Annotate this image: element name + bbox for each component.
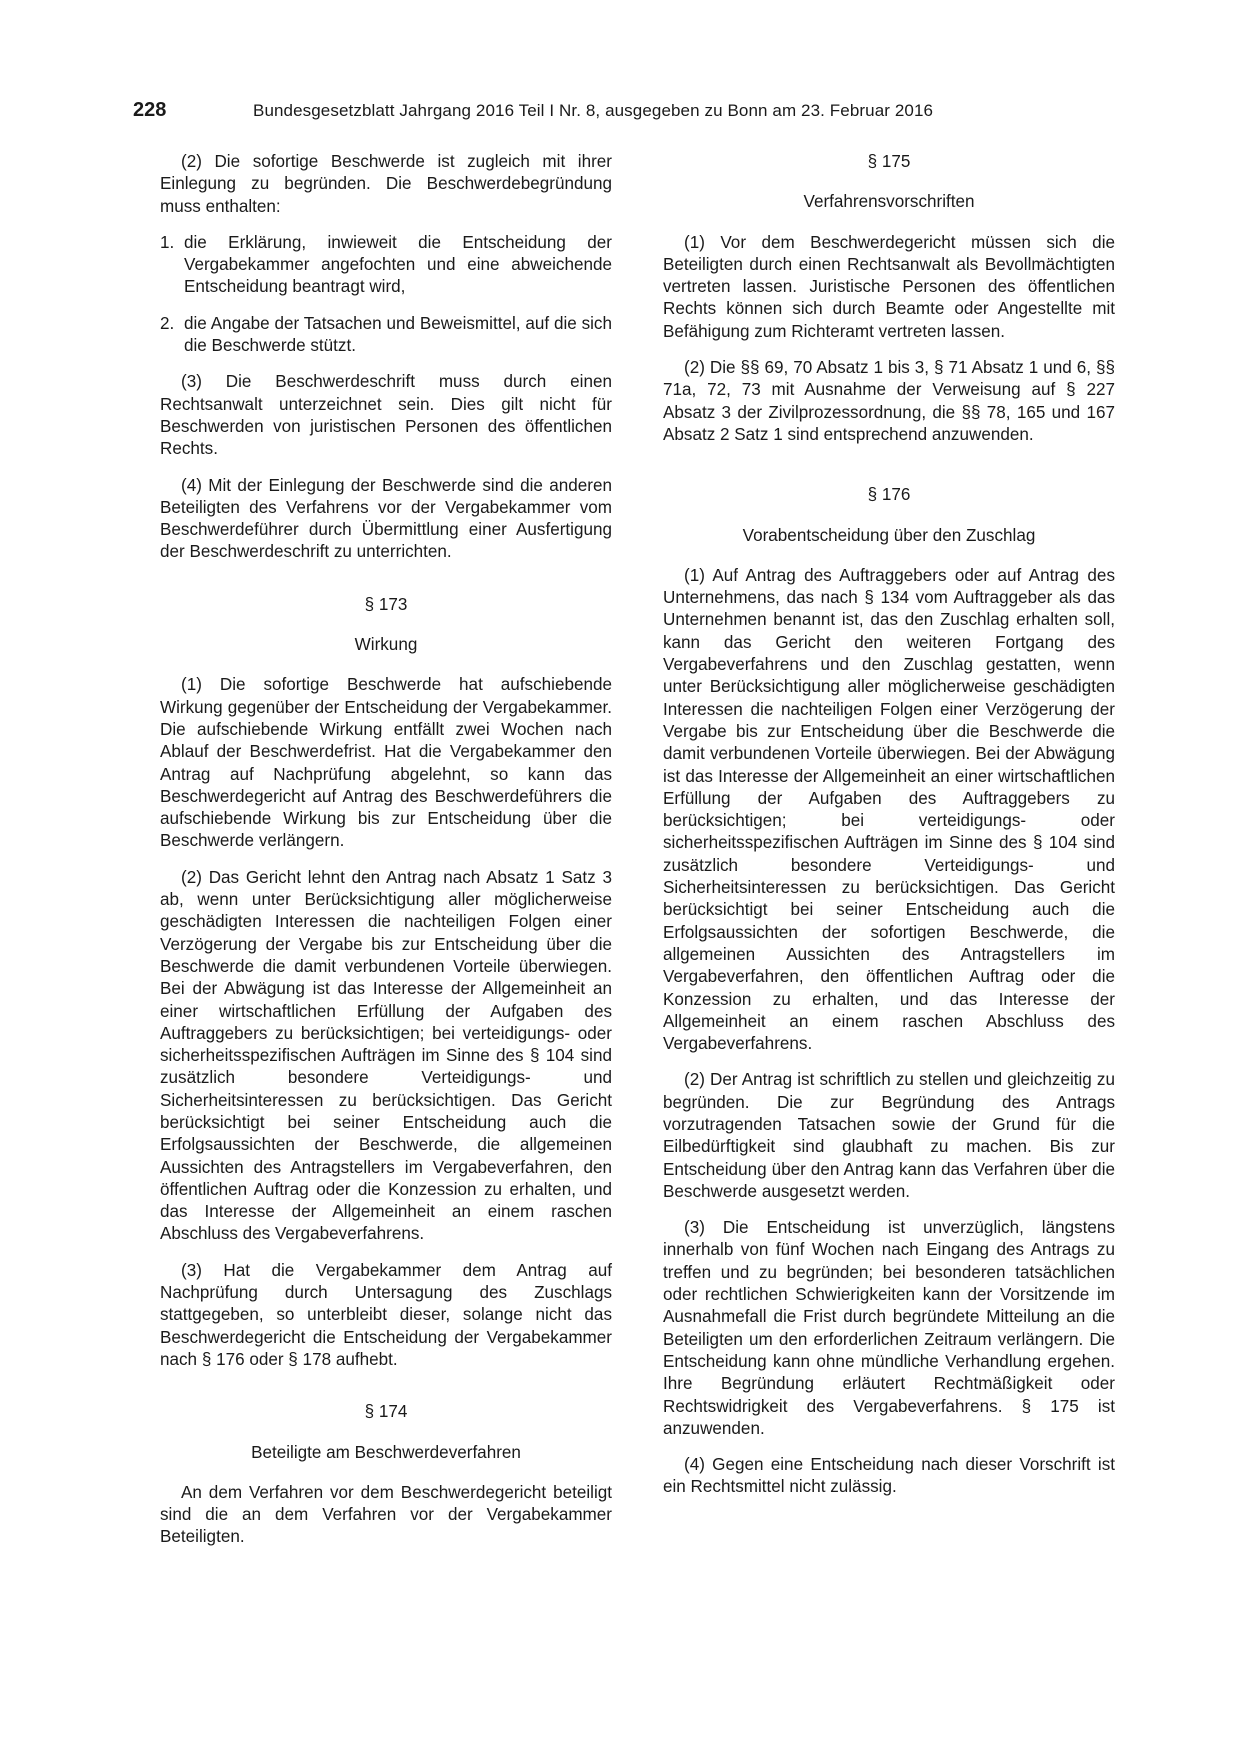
page-header bbox=[133, 99, 1113, 125]
paragraph: (2) Die sofortige Beschwerde ist zugleich mit ihrer Einlegung zu begründen. Die Beschwerdebegründung muss enthalten: bbox=[160, 152, 612, 216]
paragraph: (1) Vor dem Beschwerdegericht müssen sich die Beteiligten durch einen Rechtsanwalt als Bevollmächtigten vertreten lassen. Juristische Personen des öffentlichen Rechts können sich durch Beamte oder Angestellte mit Befähigung zum Richteramt vertreten lassen. bbox=[663, 232, 1115, 341]
paragraph: (2) Der Antrag ist schriftlich zu stellen und gleichzeitig zu begründen. Die zur Begründung des Antrags vorzutragenden Tatsachen sowie der Grund für die Eilbedürftigkeit sind glaubhaft zu machen. Bis zur Entscheidung über den Antrag kann das Verfahren über die Beschwerde ausgesetzt werden. bbox=[663, 1070, 1115, 1201]
section-number-175: § 175 bbox=[867, 152, 911, 171]
running-title: Bundesgesetzblatt Jahrgang 2016 Teil I Nr. 8, ausgegeben zu Bonn am 23. Februar 2016 bbox=[253, 101, 934, 120]
list-number: 1. bbox=[160, 232, 175, 252]
section-title-176: Vorabentscheidung über den Zuschlag bbox=[742, 525, 1036, 545]
paragraph: (1) Die sofortige Beschwerde hat aufschiebende Wirkung gegenüber der Entscheidung der Vergabekammer. Die aufschiebende Wirkung entfällt zwei Wochen nach Ablauf der Beschwerdefrist. Hat die Vergabekammer den Antrag auf Nachprüfung abgelehnt, so kann das Beschwerdegericht auf Antrag des Beschwerdeführers die aufschiebende Wirkung bis zur Entscheidung über die Beschwerde verlängern. bbox=[160, 675, 612, 851]
section-title-174: Beteiligte am Beschwerdeverfahren bbox=[251, 1442, 521, 1462]
paragraph: (2) Das Gericht lehnt den Antrag nach Absatz 1 Satz 3 ab, wenn unter Berücksichtigung aller möglicherweise geschädigten Interessen die nachteiligen Folgen einer Verzögerung der Vergabe bis zur Entscheidung über die Beschwerde die damit verbundenen Vorteile überwiegen. Bei der Abwägung ist das Interesse der Allgemeinheit an einer wirtschaftlichen Erfüllung der Aufgaben des Auftraggebers zu berücksichtigen; bei verteidigungs- oder sicherheitsspezifischen Aufträgen im Sinne des § 104 sind zusätzlich besondere Verteidigungs- und Sicherheitsinteressen zu berücksichtigen. Das Gericht berücksichtigt bei seiner Entscheidung auch die Erfolgsaussichten der Beschwerde, die allgemeinen Aussichten des Antragstellers im Vergabeverfahren, den öffentlichen Auftrag oder die Konzession zu erhalten, und das Interesse der Allgemeinheit an einem raschen Abschluss des Vergabeverfahrens. bbox=[160, 867, 612, 1244]
section-title-173: Wirkung bbox=[354, 635, 418, 655]
section-number-176: § 176 bbox=[867, 485, 911, 505]
section-number-174: § 174 bbox=[364, 1402, 408, 1422]
paragraph: (3) Die Entscheidung ist unverzüglich, längstens innerhalb von fünf Wochen nach Eingang des Antrags zu treffen und zu begründen; bei besonderen tatsächlichen oder rechtlichen Schwierigkeiten kann der Vorsitzende im Ausnahmefall die Frist durch begründete Mitteilung an die Beteiligten um den erforderlichen Zeitraum verlängern. Die Entscheidung kann ohne mündliche Verhandlung ergehen. Ihre Begründung erläutert Rechtmäßigkeit oder Rechtswidrigkeit des Vergabeverfahrens. § 175 ist anzuwenden. bbox=[663, 1218, 1115, 1438]
paragraph: (3) Die Beschwerdeschrift muss durch einen Rechtsanwalt unterzeichnet sein. Dies gilt nicht für Beschwerden von juristischen Personen des öffentlichen Rechts. bbox=[160, 372, 612, 459]
page-number: 228 bbox=[133, 99, 167, 121]
list-number: 2. bbox=[160, 313, 175, 333]
paragraph: (4) Gegen eine Entscheidung nach dieser Vorschrift ist ein Rechtsmittel nicht zulässig. bbox=[663, 1455, 1115, 1497]
right-column bbox=[663, 151, 1115, 1513]
paragraph: (4) Mit der Einlegung der Beschwerde sind die anderen Beteiligten des Verfahrens vor der Vergabekammer vom Beschwerdeführer durch Übermittlung einer Ausfertigung der Beschwerdeschrift zu unterrichten. bbox=[160, 475, 612, 562]
list-text: die Angabe der Tatsachen und Beweismittel, auf die sich die Beschwerde stützt. bbox=[184, 313, 612, 356]
paragraph: (2) Die §§ 69, 70 Absatz 1 bis 3, § 71 Absatz 1 und 6, §§ 71a, 72, 73 mit Ausnahme der Verweisung auf § 227 Absatz 3 der Zivilprozessordnung, die §§ 78, 165 und 167 Absatz 2 Satz 1 sind entsprechend anzuwenden. bbox=[663, 358, 1115, 444]
list-text: die Erklärung, inwieweit die Entscheidung der Vergabekammer angefochten und eine abweichende Entscheidung beantragt wird, bbox=[184, 232, 612, 297]
list-item bbox=[160, 313, 612, 358]
section-number-173: § 173 bbox=[364, 594, 408, 614]
paragraph: (3) Hat die Vergabekammer dem Antrag auf Nachprüfung durch Untersagung des Zuschlags stattgegeben, so unterbleibt dieser, solange nicht das Beschwerdegericht die Entscheidung der Vergabekammer nach § 176 oder § 178 aufhebt. bbox=[160, 1260, 612, 1369]
paragraph: (1) Auf Antrag des Auftraggebers oder auf Antrag des Unternehmens, das nach § 134 vom Auftraggeber als das Unternehmen benannt ist, das den Zuschlag erhalten soll, kann das Gericht den weiteren Fortgang des Vergabeverfahrens und den Zuschlag gestatten, wenn unter Berücksichtigung aller möglicherweise geschädigten Interessen die nachteiligen Folgen einer Verzögerung der Vergabe bis zur Entscheidung über die Beschwerde die damit verbundenen Vorteile überwiegen. Bei der Abwägung ist das Interesse der Allgemeinheit an einer wirtschaftlichen Erfüllung der Aufgaben des Auftraggebers zu berücksichtigen; bei verteidigungs- oder sicherheitsspezifischen Aufträgen im Sinne des § 104 sind zusätzlich besondere Verteidigungs- und Sicherheitsinteressen zu berücksichtigen. Das Gericht berücksichtigt bei seiner Entscheidung auch die Erfolgsaussichten der sofortigen Beschwerde, die allgemeinen Aussichten des Antragstellers im Vergabeverfahren, den öffentlichen Auftrag oder die Konzession zu erhalten, und das Interesse der Allgemeinheit an einem raschen Abschluss des Vergabeverfahrens. bbox=[663, 565, 1115, 1054]
list-item bbox=[160, 232, 612, 299]
paragraph: An dem Verfahren vor dem Beschwerdegericht beteiligt sind die an dem Verfahren vor der Vergabekammer Beteiligten. bbox=[160, 1482, 612, 1547]
left-column bbox=[160, 151, 612, 1563]
section-title-175: Verfahrensvorschriften bbox=[803, 192, 975, 212]
